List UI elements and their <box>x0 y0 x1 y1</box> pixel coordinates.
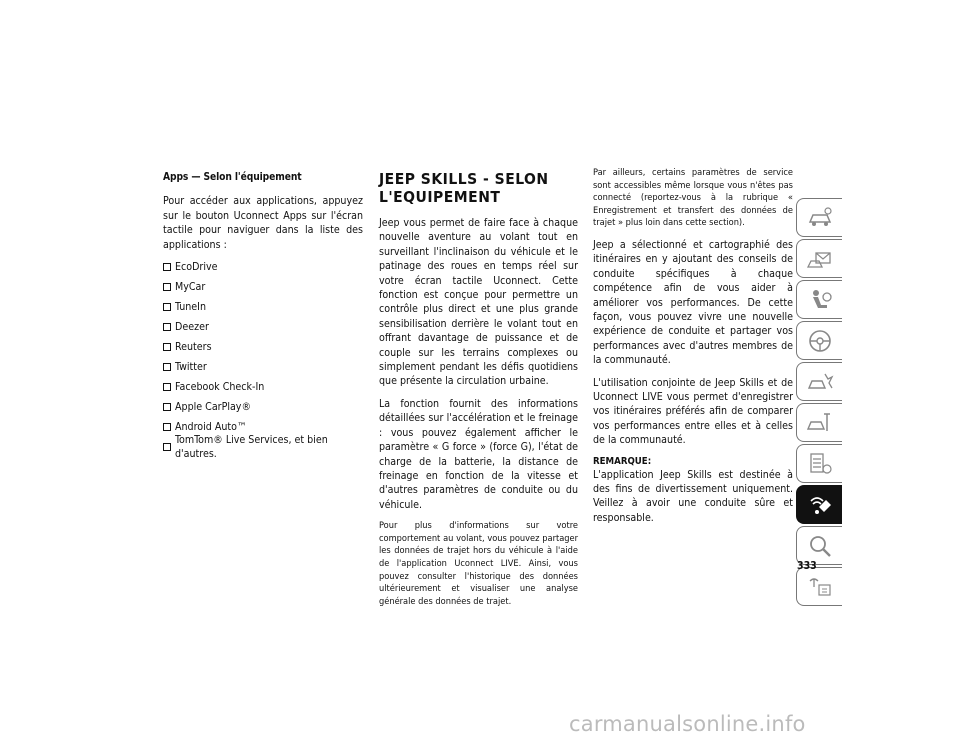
list-item: Twitter <box>163 360 363 374</box>
paragraph: L'utilisation conjointe de Jeep Skills et de Uconnect LIVE vous permet d'enregistrer vos itinéraires préférés afin de comparer vos performances entre elles et à celles de la communauté. <box>593 376 793 447</box>
paragraph: Pour plus d'informations sur votre comportement au volant, vous pouvez partager les données de trajet hors du véhicule à l'aide de l'application Uconnect LIVE. Ainsi, vous pouvez consulter l'historique des données ultérieurement et visualiser une analyse générale des données de trajet. <box>379 520 578 607</box>
paragraph: Par ailleurs, certains paramètres de service sont accessibles même lorsque vous n'êtes pas connecté (reportez-vous à la rubrique « Enregistrement et transfert des données de trajet » plus loin dans cette section). <box>593 167 793 229</box>
apps-heading: Apps — Selon l'équipement <box>163 172 302 183</box>
checkbox-icon <box>163 423 171 431</box>
jeep-skills-section <box>379 170 578 616</box>
multimedia-icon[interactable] <box>796 485 842 524</box>
car-dashboard-icon[interactable] <box>796 198 842 237</box>
steering-wheel-icon[interactable] <box>796 321 842 360</box>
apps-intro: Pour accéder aux applications, appuyez sur le bouton Uconnect Apps sur l'écran tactile pour naviguer dans la liste des applications : <box>163 195 363 251</box>
remark-text: L'application Jeep Skills est destinée à des fins de divertissement uniquement. Veillez à avoir une conduite sûre et responsable. <box>593 468 793 524</box>
paragraph: La fonction fournit des informations détaillées sur l'accélération et le freinage : vous pouvez également afficher le paramètre « G force » (force G), l'état de charge de la batterie, la distance de freinage en fonction de la vitesse et d'autres paramètres de conduite ou du véhicule. <box>379 397 578 511</box>
checkbox-icon <box>163 443 171 451</box>
paragraph: Jeep a sélectionné et cartographié des itinéraires en y ajoutant des conseils de conduite spécifiques à chaque compétence afin de vous aider à améliorer vos performances. De cette façon, vous pouvez vivre une nouvelle expérience de conduite et partager vos performances avec d'autres membres de la communauté. <box>593 238 793 367</box>
chapter-tabs <box>796 198 842 608</box>
apps-list <box>163 260 363 461</box>
page-number: 333 <box>797 560 817 572</box>
jeep-skills-continued <box>593 167 793 525</box>
paragraph: Jeep vous permet de faire face à chaque nouvelle aventure au volant tout en surveillant l'inclinaison du véhicule et le patinage des roues en temps réel sur votre écran tactile Uconnect. Cette fonction est conçue pour permettre un contrôle plus direct et une plus grande sensibilisation derrière le volant tout en offrant davantage de puissance et de couple sur les terrains complexes ou simplement pendant les défis quotidiens que présente la circulation urbaine. <box>379 217 578 388</box>
car-tools-icon[interactable] <box>796 403 842 442</box>
apps-section <box>163 171 363 460</box>
list-item: Deezer <box>163 320 363 334</box>
checkbox-icon <box>163 283 171 291</box>
list-item: Android Auto™ <box>163 420 363 434</box>
checkbox-icon <box>163 403 171 411</box>
checkbox-icon <box>163 383 171 391</box>
list-item: Facebook Check-In <box>163 380 363 394</box>
checkbox-icon <box>163 263 171 271</box>
checkbox-icon <box>163 303 171 311</box>
section-title: JEEP SKILLS - SELON L'EQUIPEMENT <box>379 170 549 206</box>
checkbox-icon <box>163 343 171 351</box>
remark-label: REMARQUE: <box>593 455 652 467</box>
watermark: carmanualsonline.info <box>569 712 806 736</box>
list-item: TomTom® Live Services, et bien d'autres. <box>163 440 363 454</box>
list-item: EcoDrive <box>163 260 363 274</box>
car-crash-icon[interactable] <box>796 362 842 401</box>
language-icon[interactable] <box>796 567 842 606</box>
airbag-icon[interactable] <box>796 280 842 319</box>
list-item: MyCar <box>163 280 363 294</box>
mail-car-icon[interactable] <box>796 239 842 278</box>
checkbox-icon <box>163 363 171 371</box>
list-item: TuneIn <box>163 300 363 314</box>
list-item: Apple CarPlay® <box>163 400 363 414</box>
list-item: Reuters <box>163 340 363 354</box>
list-car-icon[interactable] <box>796 444 842 483</box>
checkbox-icon <box>163 323 171 331</box>
